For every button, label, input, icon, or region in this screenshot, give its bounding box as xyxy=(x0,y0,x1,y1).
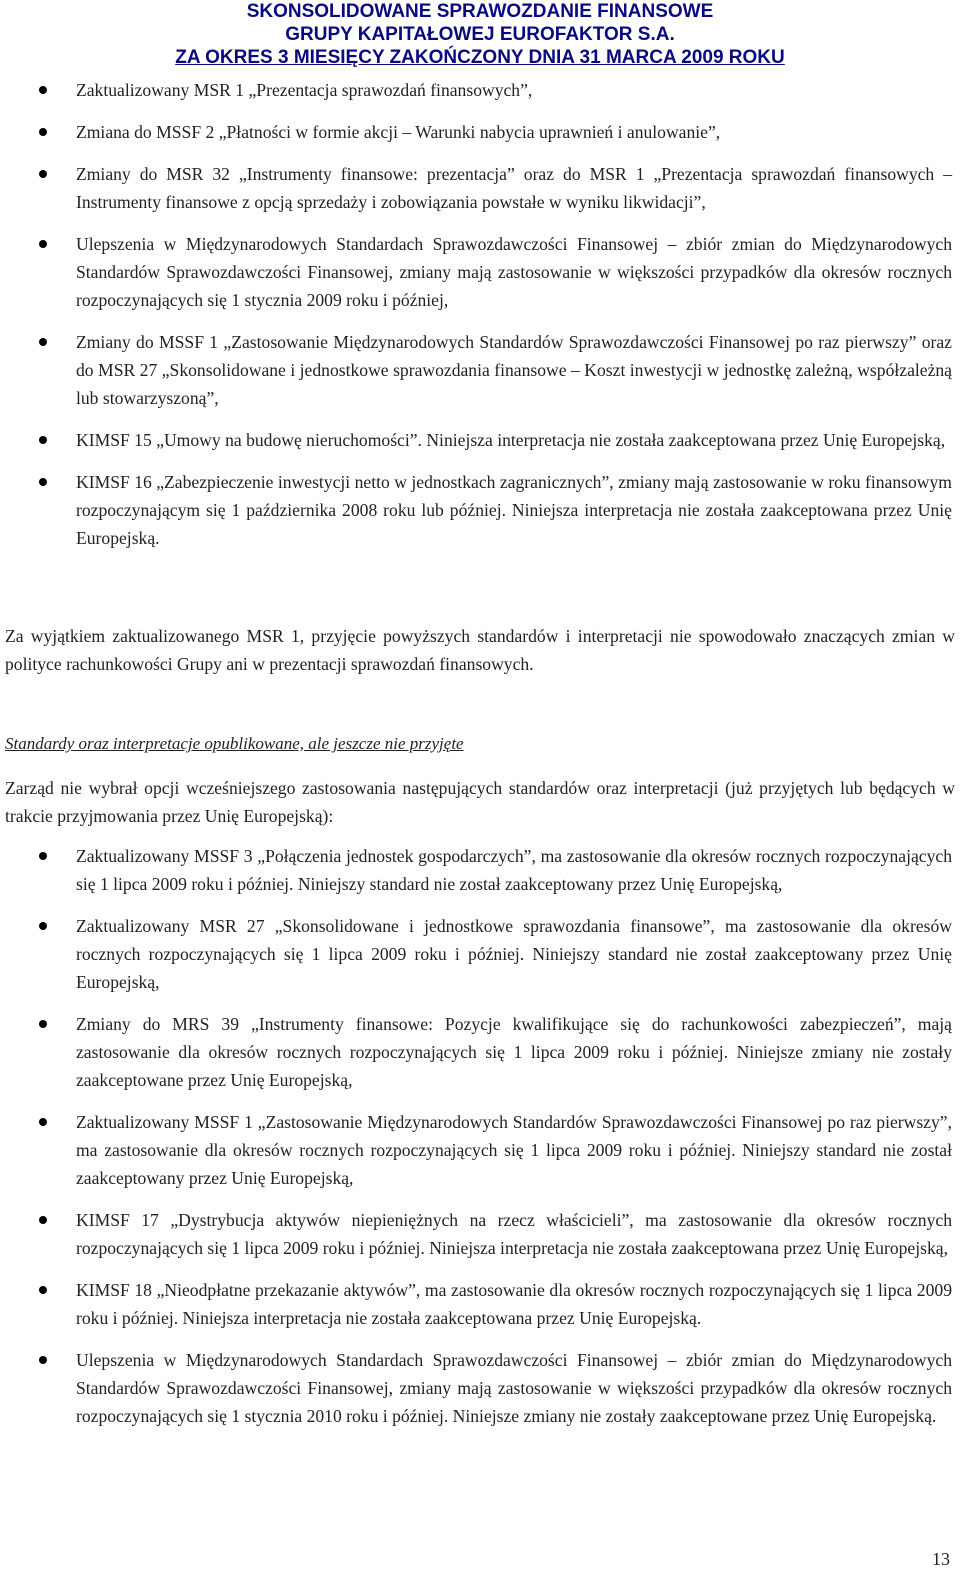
intro-paragraph: Zarząd nie wybrał opcji wcześniejszego zastosowania następujących standardów oraz interpretacji (już przyjętych lub będących w trakcie przyjmowania przez Unię Europejską): xyxy=(5,778,955,826)
list-item-text: Ulepszenia w Międzynarodowych Standardach Sprawozdawczości Finansowej – zbiór zmian do Międzynarodowych Standardów Sprawozdawczości Finansowej, zmiany mają zastosowanie w większości przypadków dla okresów rocznych rozpoczynających się 1 stycznia 2009 roku i później, xyxy=(76,234,952,310)
list-item xyxy=(0,1206,960,1262)
list-item xyxy=(0,328,960,412)
list-item-text: Zaktualizowany MSSF 1 „Zastosowanie Międzynarodowych Standardów Sprawozdawczości Finansowej po raz pierwszy”, ma zastosowanie dla okresów rocznych rozpoczynających się 1 lipca 2009 roku i później. Niniejszy standard nie został zaakceptowany przez Unię Europejską, xyxy=(76,1112,952,1188)
list-item-text: Zmiany do MSR 32 „Instrumenty finansowe: prezentacja” oraz do MSR 1 „Prezentacja sprawozdań finansowych – Instrumenty finansowe z opcją sprzedaży i zobowiązania powstałe w wyniku likwidacji”, xyxy=(76,164,952,212)
bullet-icon xyxy=(39,240,47,248)
bullet-icon xyxy=(39,128,47,136)
bullet-icon xyxy=(39,922,47,930)
bullet-icon xyxy=(39,1020,47,1028)
list-item xyxy=(0,426,960,454)
list-item xyxy=(0,468,960,552)
bullet-icon xyxy=(39,1356,47,1364)
bullet-icon xyxy=(39,852,47,860)
list-item xyxy=(0,842,960,898)
list-item-text: Zaktualizowany MSR 1 „Prezentacja sprawozdań finansowych”, xyxy=(76,80,533,100)
document-header xyxy=(0,0,960,69)
bullet-icon xyxy=(39,338,47,346)
bullet-icon xyxy=(39,1118,47,1126)
bullet-icon xyxy=(39,478,47,486)
list-item xyxy=(0,160,960,216)
list-item xyxy=(0,1276,960,1332)
summary-paragraph: Za wyjątkiem zaktualizowanego MSR 1, przyjęcie powyższych standardów i interpretacji nie spowodowało znaczących zmian w polityce rachunkowości Grupy ani w prezentacji sprawozdań finansowych. xyxy=(5,626,955,674)
list-item-text: KIMSF 17 „Dystrybucja aktywów niepieniężnych na rzecz właścicieli”, ma zastosowanie dla okresów rocznych rozpoczynających się 1 lipca 2009 roku i później. Niniejsza interpretacja nie została zaakceptowana przez Unię Europejską, xyxy=(76,1210,952,1258)
header-title-line-1: SKONSOLIDOWANE SPRAWOZDANIE FINANSOWE xyxy=(246,1,714,22)
adopted-standards-list xyxy=(0,76,960,552)
pending-standards-list xyxy=(0,842,960,1430)
bullet-icon xyxy=(39,1286,47,1294)
header-title-line-2: GRUPY KAPITAŁOWEJ EUROFAKTOR S.A. xyxy=(285,24,675,45)
list-item-text: KIMSF 16 „Zabezpieczenie inwestycji netto w jednostkach zagranicznych”, zmiany mają zastosowanie w roku finansowym rozpoczynającym się 1 października 2008 roku lub później. Niniejsza interpretacja nie została zaakceptowana przez Unię Europejską. xyxy=(76,472,952,548)
list-item xyxy=(0,1010,960,1094)
bullet-icon xyxy=(39,1216,47,1224)
list-item xyxy=(0,118,960,146)
list-item xyxy=(0,912,960,996)
bullet-icon xyxy=(39,86,47,94)
list-item-text: Zmiany do MSSF 1 „Zastosowanie Międzynarodowych Standardów Sprawozdawczości Finansowej po raz pierwszy” oraz do MSR 27 „Skonsolidowane i jednostkowe sprawozdania finansowe – Koszt inwestycji w jednostkę zależną, współzależną lub stowarzyszoną”, xyxy=(76,332,952,408)
list-item xyxy=(0,1108,960,1192)
section-title: Standardy oraz interpretacje opublikowane, ale jeszcze nie przyjęte xyxy=(5,734,464,753)
list-item-text: Zmiany do MRS 39 „Instrumenty finansowe: Pozycje kwalifikujące się do rachunkowości zabezpieczeń”, mają zastosowanie dla okresów rocznych rozpoczynających się 1 lipca 2009 roku i później. Niniejsze zmiany nie zostały zaakceptowane przez Unię Europejską, xyxy=(76,1014,952,1090)
list-item xyxy=(0,76,960,104)
page-number: 13 xyxy=(932,1549,950,1569)
list-item xyxy=(0,230,960,314)
header-title-line-3: ZA OKRES 3 MIESIĘCY ZAKOŃCZONY DNIA 31 MARCA 2009 ROKU xyxy=(175,47,785,68)
list-item-text: Zaktualizowany MSSF 3 „Połączenia jednostek gospodarczych”, ma zastosowanie dla okresów rocznych rozpoczynających się 1 lipca 2009 roku i później. Niniejszy standard nie został zaakceptowany przez Unię Europejską, xyxy=(76,846,952,894)
list-item-text: Ulepszenia w Międzynarodowych Standardach Sprawozdawczości Finansowej – zbiór zmian do Międzynarodowych Standardów Sprawozdawczości Finansowej, zmiany mają zastosowanie w większości przypadków dla okresów rocznych rozpoczynających się 1 stycznia 2010 roku i później. Niniejsze zmiany nie zostały zaakceptowane przez Unię Europejską. xyxy=(76,1350,952,1426)
list-item-text: Zmiana do MSSF 2 „Płatności w formie akcji – Warunki nabycia uprawnień i anulowanie”, xyxy=(76,122,721,142)
list-item xyxy=(0,1346,960,1430)
list-item-text: Zaktualizowany MSR 27 „Skonsolidowane i jednostkowe sprawozdania finansowe”, ma zastosowanie dla okresów rocznych rozpoczynających się 1 lipca 2009 roku i później. Niniejszy standard nie został zaakceptowany przez Unię Europejską, xyxy=(76,916,952,992)
list-item-text: KIMSF 15 „Umowy na budowę nieruchomości”. Niniejsza interpretacja nie została zaakceptowana przez Unię Europejską, xyxy=(76,430,946,450)
bullet-icon xyxy=(39,170,47,178)
bullet-icon xyxy=(39,436,47,444)
list-item-text: KIMSF 18 „Nieodpłatne przekazanie aktywów”, ma zastosowanie dla okresów rocznych rozpoczynających się 1 lipca 2009 roku i później. Niniejsza interpretacja nie została zaakceptowana przez Unię Europejską. xyxy=(76,1280,952,1328)
